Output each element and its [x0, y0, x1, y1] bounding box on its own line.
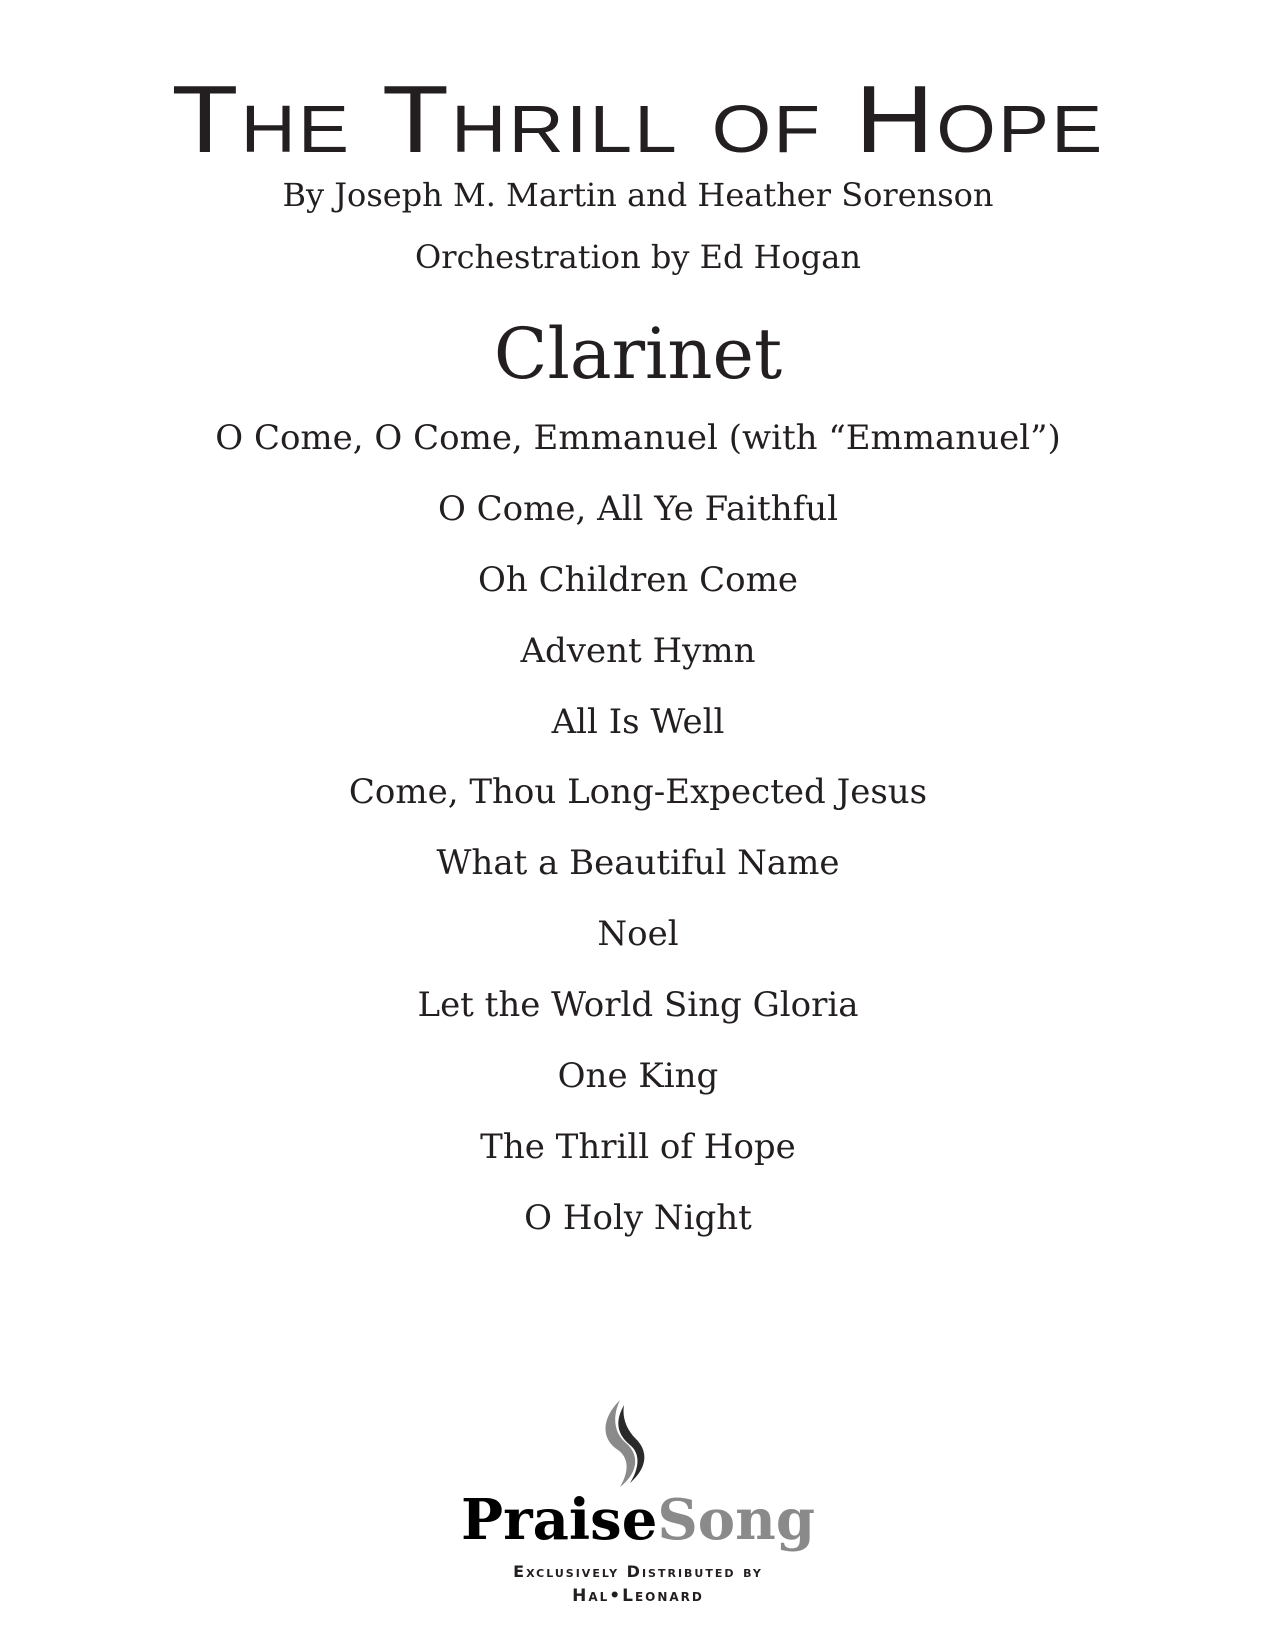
publisher-logo-text: [0, 1488, 1276, 1552]
song-item: One King: [557, 1056, 719, 1097]
brand-part-song: Song: [657, 1487, 815, 1553]
song-item: The Thrill of Hope: [480, 1126, 796, 1167]
song-item: Advent Hymn: [520, 630, 756, 671]
song-item: Let the World Sing Gloria: [417, 985, 859, 1026]
song-item: All Is Well: [551, 701, 725, 742]
brand-part-praise: Praise: [461, 1487, 658, 1553]
song-item: What a Beautiful Name: [436, 843, 840, 884]
song-item: Come, Thou Long-Expected Jesus: [348, 772, 928, 813]
flame-swirl-icon: [590, 1395, 660, 1495]
distributor-name: Hal•Leonard: [572, 1586, 704, 1606]
song-item: Noel: [597, 914, 679, 955]
song-list: [0, 418, 1276, 1269]
book-title: The Thrill of Hope: [171, 66, 1105, 173]
orchestration-line: Orchestration by Ed Hogan: [415, 238, 861, 276]
song-item: O Holy Night: [524, 1197, 752, 1238]
song-item: Oh Children Come: [478, 559, 798, 600]
authors-line: By Joseph M. Martin and Heather Sorenson: [282, 176, 994, 214]
song-item: O Come, O Come, Emmanuel (with “Emmanuel”): [215, 418, 1061, 458]
song-item: O Come, All Ye Faithful: [437, 488, 838, 529]
distribution-note: Exclusively Distributed by: [513, 1562, 763, 1581]
instrument-name: Clarinet: [493, 313, 783, 395]
